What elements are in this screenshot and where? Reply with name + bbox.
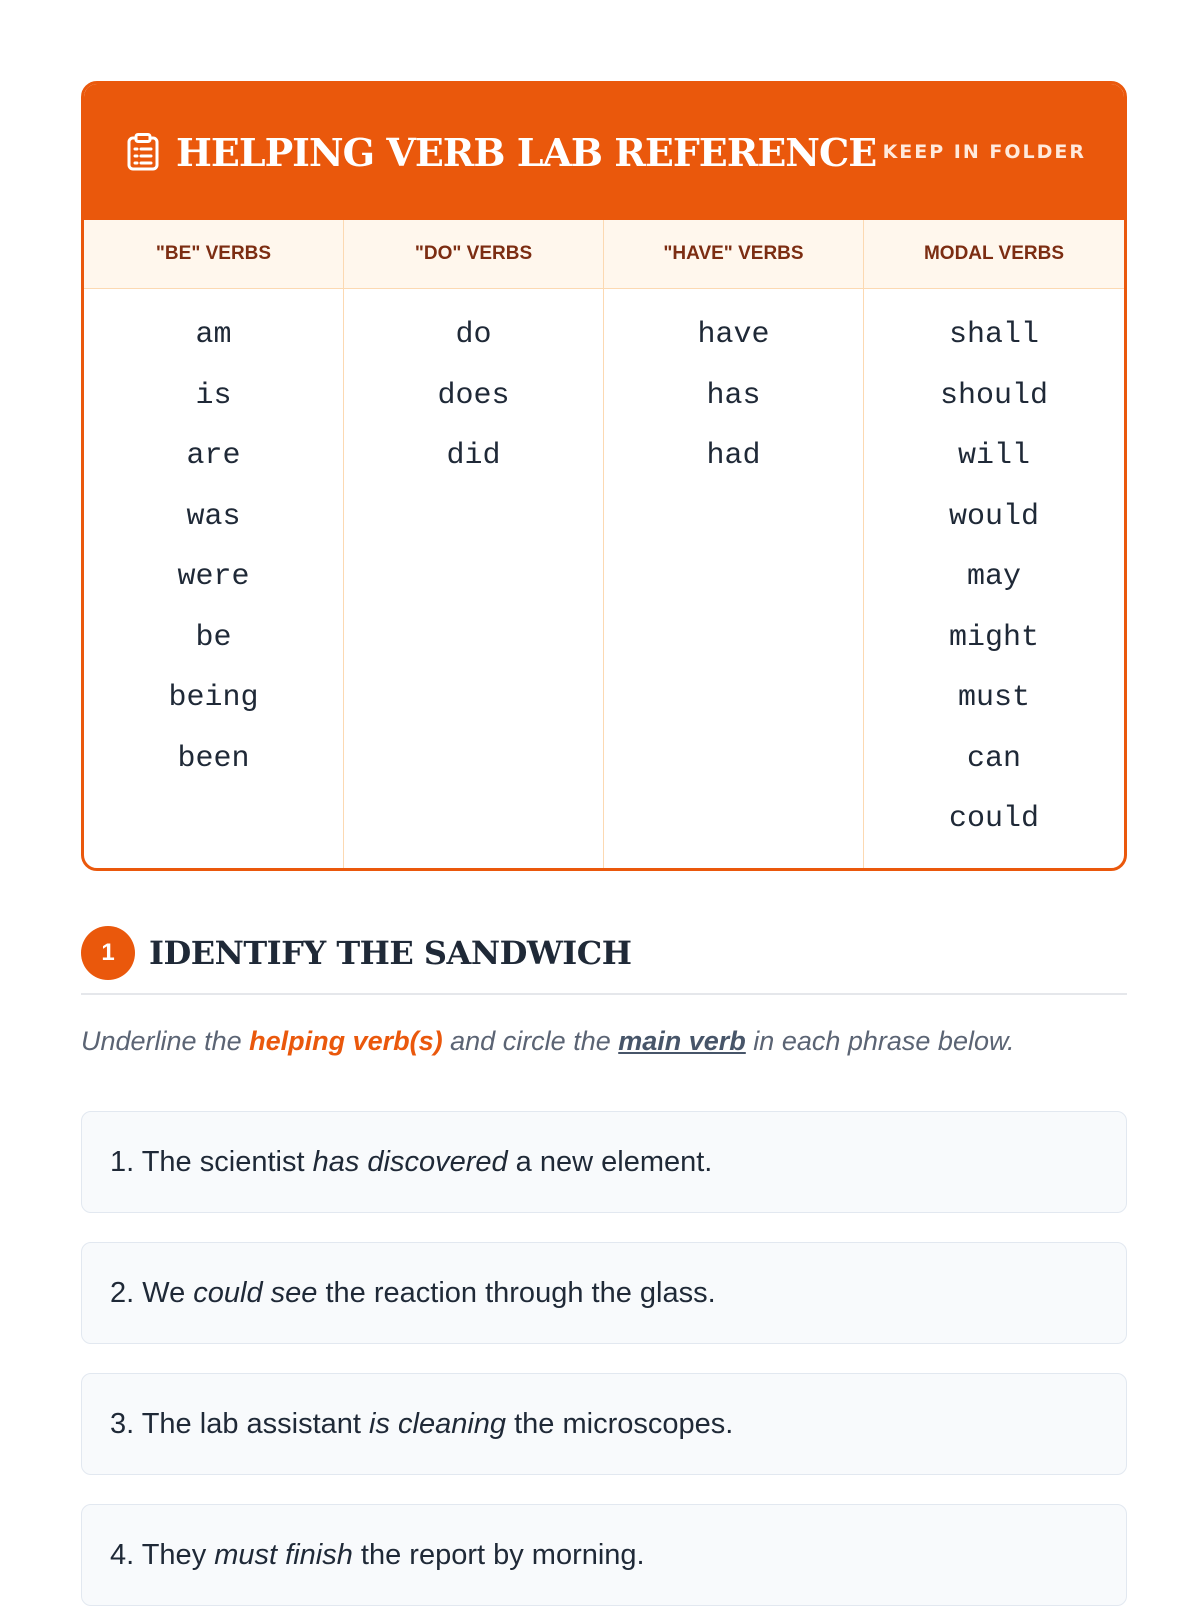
- verb-word: do: [455, 318, 492, 352]
- verb-word: would: [948, 499, 1039, 534]
- reference-header: [84, 84, 1124, 220]
- column-header: "HAVE" VERBS: [604, 220, 863, 289]
- column-header: MODAL VERBS: [864, 220, 1124, 289]
- verb-word: could: [948, 802, 1039, 836]
- verb-word: be: [195, 620, 232, 655]
- verb-word: might: [948, 620, 1039, 655]
- verb-table: [84, 220, 1124, 868]
- verb-word: should: [939, 378, 1049, 413]
- word-list: [604, 289, 863, 487]
- column-header: "BE" VERBS: [84, 220, 343, 289]
- word-list: [864, 289, 1124, 850]
- verb-word: had: [706, 439, 761, 473]
- verb-word: does: [437, 378, 510, 413]
- verb-word: being: [168, 681, 259, 715]
- word-list: [344, 289, 603, 487]
- verb-word: been: [177, 741, 250, 776]
- reference-title: HELPING VERB LAB REFERENCE: [176, 129, 877, 175]
- helping-verb-term: helping verb(s): [249, 1026, 443, 1056]
- reference-card: [81, 81, 1127, 871]
- phrase-item-3[interactable]: [81, 1373, 1127, 1475]
- verb-word: shall: [948, 318, 1039, 352]
- modal-verbs-column: [864, 220, 1124, 868]
- phrase-text: 2. We: [110, 1276, 194, 1309]
- keep-in-folder-label: KEEP IN FOLDER: [882, 141, 1086, 163]
- verb-word: is: [195, 378, 232, 413]
- verb-phrase[interactable]: has discovered: [312, 1145, 508, 1178]
- verb-word: was: [186, 499, 241, 534]
- instructions-text: in each phrase below.: [745, 1026, 1015, 1056]
- instructions-text: and circle the: [442, 1026, 619, 1056]
- phrase-text: 4. They: [110, 1538, 215, 1571]
- verb-word: did: [446, 439, 501, 473]
- phrase-text: the microscopes.: [506, 1407, 734, 1440]
- phrase-item-2[interactable]: [81, 1242, 1127, 1344]
- clipboard-icon: [126, 133, 160, 171]
- verb-word: will: [957, 439, 1030, 473]
- verb-word: have: [697, 318, 770, 352]
- verb-phrase[interactable]: could see: [193, 1276, 318, 1309]
- have-verbs-column: [604, 220, 864, 868]
- phrase-text: 1. The scientist: [110, 1145, 313, 1178]
- verb-word: were: [177, 560, 250, 594]
- verb-phrase[interactable]: must finish: [214, 1538, 353, 1571]
- instructions-text: Underline the: [81, 1026, 250, 1056]
- main-verb-term: main verb: [618, 1026, 746, 1056]
- verb-word: are: [186, 439, 241, 473]
- phrase-text: the report by morning.: [352, 1538, 645, 1571]
- verb-word: may: [966, 560, 1021, 594]
- column-header: "DO" VERBS: [344, 220, 603, 289]
- phrase-item-1[interactable]: [81, 1111, 1127, 1213]
- verb-word: has: [706, 378, 761, 413]
- phrase-text: the reaction through the glass.: [317, 1276, 716, 1309]
- verb-word: must: [957, 681, 1030, 715]
- phrase-item-4[interactable]: [81, 1504, 1127, 1606]
- step-number-badge: 1: [81, 926, 135, 980]
- be-verbs-column: [84, 220, 344, 868]
- instructions: [81, 1026, 1014, 1057]
- section-divider: [81, 993, 1127, 995]
- verb-phrase[interactable]: is cleaning: [369, 1407, 507, 1440]
- section-header: [81, 926, 1127, 980]
- section-title: IDENTIFY THE SANDWICH: [149, 934, 632, 972]
- phrase-text: 3. The lab assistant: [110, 1407, 370, 1440]
- phrase-text: a new element.: [507, 1145, 713, 1178]
- reference-title-group: [126, 130, 876, 175]
- verb-word: can: [966, 741, 1021, 776]
- verb-word: am: [195, 318, 232, 352]
- do-verbs-column: [344, 220, 604, 868]
- word-list: [84, 289, 343, 789]
